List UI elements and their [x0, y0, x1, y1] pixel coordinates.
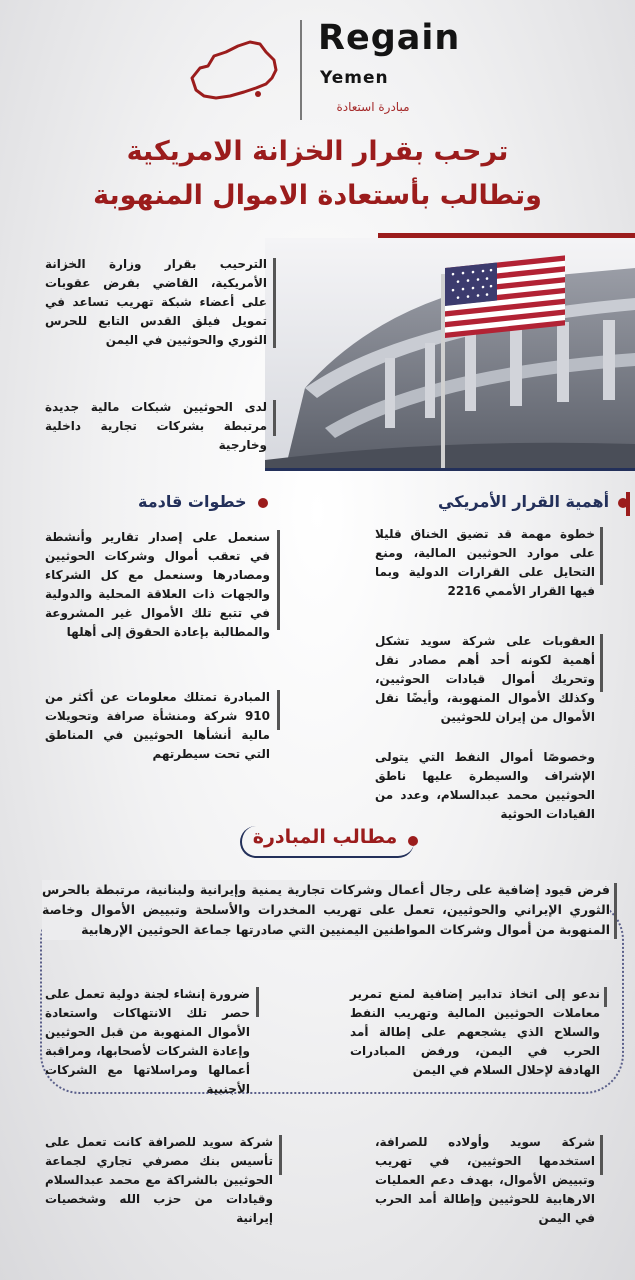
- brand-title: Regain: [318, 18, 461, 58]
- paragraph-marker: [277, 690, 280, 730]
- paragraph-marker: [600, 527, 603, 585]
- paragraph-marker: [277, 530, 280, 630]
- paragraph-marker: [604, 987, 607, 1007]
- headline: [40, 130, 595, 218]
- paragraph-marker: [279, 1135, 282, 1175]
- intro-paragraph-2: لدى الحوثيين شبكات مالية جديدة مرتبطة بشركات تجارية داخلية وخارجية: [45, 400, 267, 452]
- paragraph-marker: [273, 400, 276, 436]
- header-divider: [300, 20, 302, 120]
- paragraph-marker: [273, 258, 276, 348]
- importance-paragraph-2: العقوبات على شركة سويد تشكل أهمية لكونه أحد أهم مصادر نقل وتحريك أموال قيادات الحوثيين، وكذلك الأموال المنهوبة، وأيضًا نقل الأموال من إيران للحوثيين: [375, 634, 595, 724]
- section-heading-demands: مطالب المبادرة: [252, 826, 398, 848]
- bullet-dot-icon: [408, 836, 418, 846]
- section-heading-next-steps: خطوات قادمة: [138, 492, 247, 511]
- bottom-left-paragraph: شركة سويد للصرافة كانت تعمل على تأسيس بنك مصرفي تجاري لجماعة الحوثيين بالشراكة مع محمد عبدالسلام وقيادات من حزب الله وشخصيات إيرانية: [45, 1135, 273, 1225]
- brand-tagline: مبادرة استعادة: [336, 100, 410, 114]
- us-treasury-flag-photo: [265, 238, 635, 470]
- importance-paragraph-1: خطوة مهمة قد تضيق الخناق قليلا على موارد الحوثيين المالية، ومنع التحايل على القرارات الدولية وبما فيها القرار الأممي 2216: [375, 527, 595, 598]
- demands-right-paragraph: ندعو إلى اتخاذ تدابير إضافية لمنع تمرير معاملات الحوثيين المالية وتهريب النفط والسلاح الذي يشجعهم على إطالة أمد الحرب في اليمن، ورفض المبادرات الهادفة لإحلال السلام في اليمن: [350, 987, 600, 1077]
- section-heading-importance: أهمية القرار الأمريكي: [438, 492, 610, 511]
- paragraph-marker: [600, 1135, 603, 1175]
- bullet-dot-icon: [618, 498, 628, 508]
- headline-line-1: ترحب بقرار الخزانة الامريكية: [126, 136, 509, 167]
- paragraph-marker: [614, 883, 617, 939]
- next-steps-paragraph-1: سنعمل على إصدار تقارير وأنشطة في تعقب أموال وشركات الحوثيين ومصادرها وسنعمل مع كل الشركاء والجهات ذات العلاقة المحلية والدولية في تتبع تلك الأموال غير المشروعة والمطالبة بإعادة الحقوق إلى أهلها: [45, 530, 270, 639]
- next-steps-paragraph-2: المبادرة تمتلك معلومات عن أكثر من 910 شركة ومنشأة صرافة وتحويلات مالية أنشأها الحوثيين في المناطق التي تحت سيطرتهم: [45, 690, 270, 761]
- paragraph-marker: [600, 634, 603, 692]
- brand-subtitle: Yemen: [320, 68, 389, 88]
- importance-paragraph-3: وخصوصًا أموال النفط التي يتولى الإشراف والسيطرة عليها ناطق الحوثيين محمد عبدالسلام، وعدد من القيادات الحوثية: [375, 750, 595, 821]
- headline-line-2: وتطالب بأستعادة الاموال المنهوبة: [93, 180, 542, 211]
- demands-main-paragraph: فرض قيود إضافية على رجال أعمال وشركات تجارية يمنية وإيرانية ولبنانية، مرتبطة بالحرس الثوري الإيراني والحوثيين، تعمل على تهريب المخدرات والأسلحة وتبييض الأموال وخاصة المنهوبة من أموال وشركات المواطنين اليمنيين التي صادرتها جماعة الحوثيين الإرهابية: [42, 880, 610, 940]
- intro-paragraph-1: الترحيب بقرار وزارة الخزانة الأمريكية، القاضي بفرض عقوبات على أعضاء شبكة تهريب تساعد في تمويل فيلق القدس التابع للحرس الثوري والحوثيين في اليمن: [45, 257, 267, 347]
- yemen-map-logo-icon: [186, 38, 282, 102]
- paragraph-marker: [256, 987, 259, 1017]
- bottom-right-paragraph: شركة سويد وأولاده للصرافة، استخدمها الحوثيين، في تهريب وتبييض الأموال، بهدف دعم العمليات الارهابية للحوثيين وإطالة أمد الحرب في اليمن: [375, 1135, 595, 1225]
- bullet-dot-icon: [258, 498, 268, 508]
- demands-left-paragraph: ضرورة إنشاء لجنة دولية تعمل على حصر تلك الانتهاكات واستعادة الأموال المنهوبة من قبل الحوثيين وإعادة الشركات لأصحابها، ومراقبة أعمالها ومراسلاتها مع الشركات الأجنبية: [45, 987, 250, 1096]
- photo-bottom-bar: [265, 468, 635, 471]
